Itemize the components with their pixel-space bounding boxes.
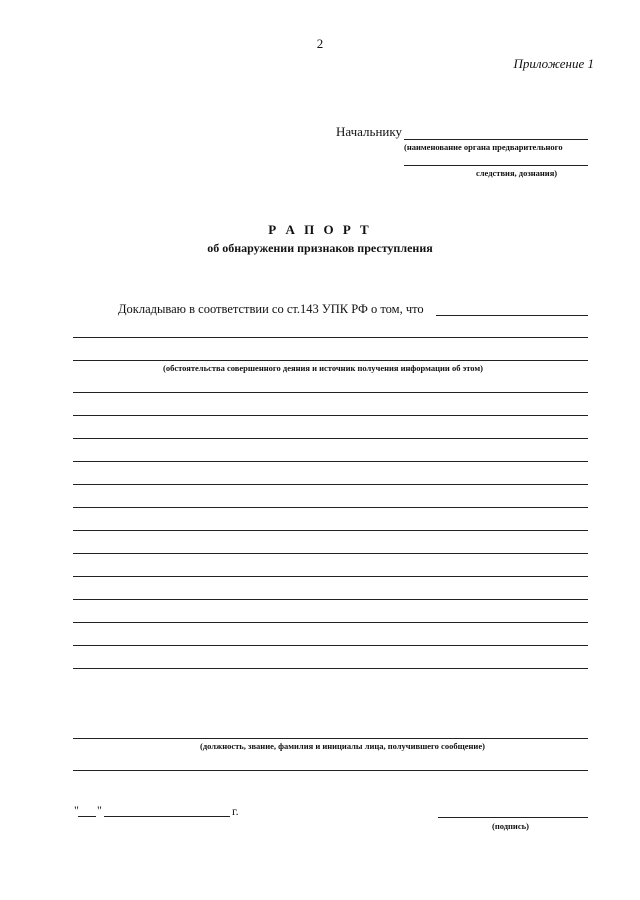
report-intro-line[interactable] <box>436 315 588 316</box>
date-month-year-line[interactable] <box>104 816 230 817</box>
page-number: 2 <box>316 36 324 51</box>
document-title: Р А П О Р Т <box>268 222 372 237</box>
document-subtitle: об обнаружении признаков преступления <box>207 241 433 255</box>
report-line[interactable] <box>73 507 588 508</box>
report-intro-text: Докладываю в соответствии со ст.143 УПК РФ о том, что <box>118 302 424 316</box>
report-line[interactable] <box>73 530 588 531</box>
addressee-caption-2: следствия, дознания) <box>476 168 558 178</box>
recipient-line-2[interactable] <box>73 770 588 771</box>
report-line[interactable] <box>73 337 588 338</box>
report-line[interactable] <box>73 599 588 600</box>
recipient-line[interactable] <box>73 738 588 739</box>
appendix-label: Приложение 1 <box>513 56 594 71</box>
signature-line[interactable] <box>438 817 588 818</box>
circumstances-caption: (обстоятельства совершенного деяния и источник получения информации об этом) <box>163 363 484 373</box>
report-line[interactable] <box>73 392 588 393</box>
addressee-label: Начальнику <box>336 124 403 139</box>
report-line[interactable] <box>73 415 588 416</box>
report-line[interactable] <box>73 484 588 485</box>
signature-caption: (подпись) <box>492 821 529 831</box>
date-close-quote: " <box>97 803 102 817</box>
report-line[interactable] <box>73 360 588 361</box>
report-line[interactable] <box>73 576 588 577</box>
addressee-line-2[interactable] <box>404 165 588 166</box>
date-year-suffix: г. <box>232 804 239 818</box>
recipient-caption: (должность, звание, фамилия и инициалы лица, получившего сообщение) <box>200 741 485 751</box>
addressee-line-1[interactable] <box>404 139 588 140</box>
addressee-caption-1: (наименование органа предварительного <box>404 142 563 152</box>
report-line[interactable] <box>73 553 588 554</box>
report-line[interactable] <box>73 461 588 462</box>
report-line[interactable] <box>73 645 588 646</box>
date-day-line[interactable] <box>78 816 96 817</box>
report-line[interactable] <box>73 622 588 623</box>
report-line[interactable] <box>73 668 588 669</box>
date-open-quote: " <box>74 803 79 817</box>
report-line[interactable] <box>73 438 588 439</box>
